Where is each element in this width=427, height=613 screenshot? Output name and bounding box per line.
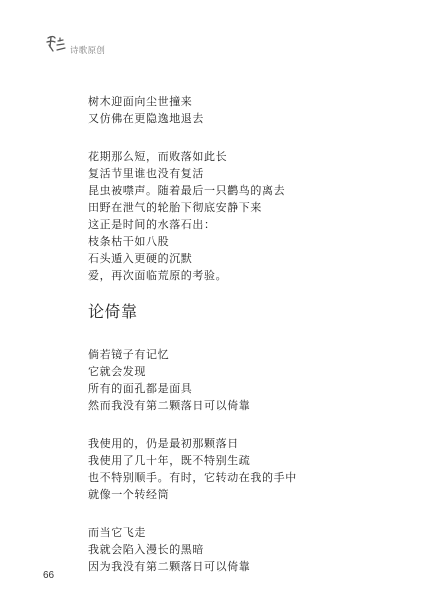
poem-line: 爱，再次面临荒原的考验。 (88, 269, 228, 282)
poem2-stanza-2 (88, 435, 398, 503)
poem-line: 这正是时间的水落石出： (88, 218, 216, 231)
poem-line: 因为我没有第二颗落日可以倚靠 (88, 560, 251, 573)
poem2-stanza-3 (88, 524, 398, 575)
poem-line: 所有的面孔都是面具 (88, 382, 193, 395)
poem-content (88, 93, 398, 575)
poem-line: 又仿佛在更隐逸地退去 (88, 112, 204, 125)
calligraphy-logo (44, 32, 68, 58)
poem-line: 复活节里谁也没有复活 (88, 167, 204, 180)
poem-title: 论倚靠 (88, 302, 138, 321)
poem-line: 树木迎面向尘世撞来 (88, 95, 193, 108)
poem-line: 枝条枯干如八股 (88, 235, 170, 248)
poem2-stanza-1 (88, 346, 398, 414)
poem-line: 也不特别顺手。有时，它转动在我的手中 (88, 471, 297, 484)
poem-line: 我使用了几十年，既不特别生疏 (88, 454, 251, 467)
poem-line: 花期那么短，而败落如此长 (88, 150, 228, 163)
poem-line: 就像一个转经筒 (88, 488, 170, 501)
poem-line: 我就会陷入漫长的黑暗 (88, 543, 204, 556)
poem-line: 倘若镜子有记忆 (88, 348, 170, 361)
poem-line: 昆虫被噤声。随着最后一只鹳鸟的离去 (88, 184, 286, 197)
poem-line: 而当它飞走 (88, 526, 146, 539)
section-label: 诗歌原创 (70, 46, 106, 56)
poem-line: 田野在泄气的轮胎下彻底安静下来 (88, 201, 262, 214)
poem-line: 然而我没有第二颗落日可以倚靠 (88, 399, 251, 412)
page-number: 66 (43, 570, 55, 581)
poem-line: 它就会发现 (88, 365, 146, 378)
poem1-stanza-2 (88, 148, 398, 284)
poem1-stanza-1 (88, 93, 398, 127)
poem-line: 石头遁入更硬的沉默 (88, 252, 193, 265)
poem-line: 我使用的，仍是最初那颗落日 (88, 437, 239, 450)
